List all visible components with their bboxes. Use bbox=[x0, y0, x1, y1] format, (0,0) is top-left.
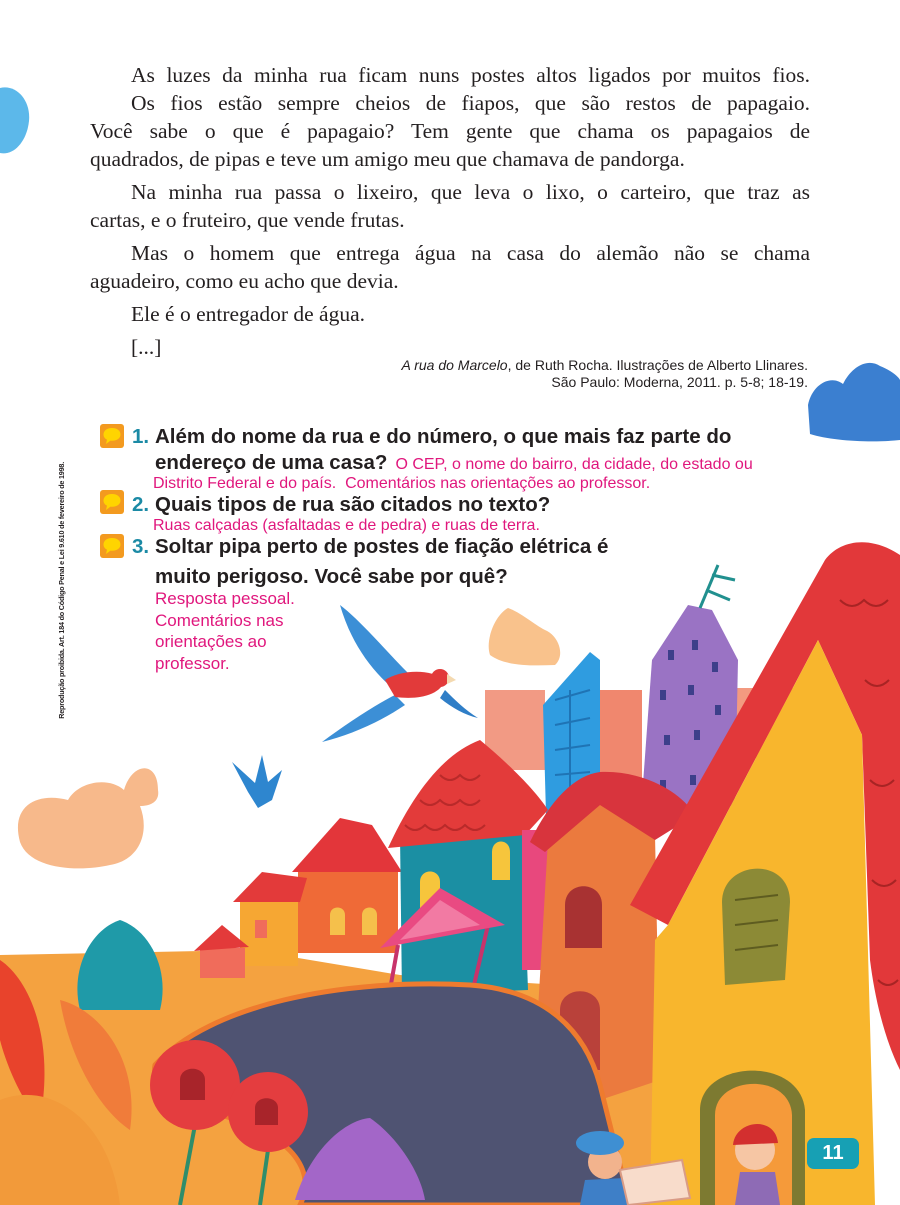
reading-excerpt bbox=[90, 61, 810, 366]
paragraph bbox=[90, 300, 810, 328]
answer-text: professor. bbox=[155, 653, 230, 673]
red-house-window bbox=[330, 908, 345, 936]
paragraph bbox=[90, 61, 810, 89]
answer-text: orientações ao bbox=[155, 632, 267, 651]
parrot bbox=[322, 605, 478, 742]
copyright-notice: Reprodução proibida. Art. 184 do Código Penal e Lei 9.610 de fevereiro de 1998. bbox=[57, 462, 66, 719]
teal-house-window bbox=[492, 842, 510, 881]
answer-text: O CEP, o nome do bairro, da cidade, do estado ou bbox=[395, 456, 753, 473]
text-line: As luzes da minha rua ficam nuns postes altos ligados por muitos fios. bbox=[131, 63, 810, 87]
text-line: Você sabe o que é papagaio? Tem gente que chama os papagaios de bbox=[90, 119, 810, 143]
question-text: endereço de uma casa? bbox=[155, 451, 388, 474]
peach-cloud bbox=[18, 768, 158, 868]
question-number: 3. bbox=[132, 535, 150, 558]
teal-bush bbox=[77, 920, 162, 1010]
flower-center bbox=[255, 1098, 278, 1125]
question-text: muito perigoso. Você sabe por quê? bbox=[155, 565, 508, 588]
paragraph bbox=[90, 239, 810, 295]
speech-bubble-icon bbox=[100, 534, 124, 558]
text-line: Os fios estão sempre cheios de fiapos, que são restos de papagaio. bbox=[131, 91, 810, 115]
red-house-window bbox=[362, 908, 377, 936]
small-house-roof bbox=[233, 872, 307, 902]
paragraph bbox=[90, 178, 810, 234]
tiny-house-wall bbox=[200, 948, 245, 978]
citation-authors: , de Ruth Rocha. Ilustrações de Alberto Llinares. bbox=[507, 357, 808, 373]
answer-text: Resposta pessoal. bbox=[155, 589, 295, 608]
citation-line: São Paulo: Moderna, 2011. p. 5-8; 18-19. bbox=[551, 374, 808, 390]
text-line: Mas o homem que entrega água na casa do alemão não se chama bbox=[131, 241, 810, 265]
question-text: Além do nome da rua e do número, o que mais faz parte do bbox=[155, 425, 732, 448]
speech-bubble-icon bbox=[100, 424, 124, 448]
speech-bubble-icon bbox=[100, 490, 124, 514]
question-text: Soltar pipa perto de postes de fiação elétrica é bbox=[155, 535, 609, 558]
flower-center bbox=[180, 1069, 205, 1100]
small-blue-bird bbox=[232, 755, 282, 808]
book-title: A rua do Marcelo bbox=[401, 357, 508, 373]
blue-paint-blob-top-left bbox=[0, 87, 29, 153]
page-number-badge: 11 bbox=[807, 1138, 859, 1169]
text-line: Na minha rua passa o lixeiro, que leva o lixo, o carteiro, que traz as bbox=[131, 180, 810, 204]
question-text: Quais tipos de rua são citados no texto? bbox=[155, 493, 551, 516]
question-line-with-answer bbox=[155, 451, 753, 475]
small-house-window bbox=[255, 920, 267, 938]
question-number: 1. bbox=[132, 425, 150, 448]
red-house-wall bbox=[298, 868, 398, 953]
answer-text: Ruas calçadas (asfaltadas e de pedra) e ruas de terra. bbox=[153, 517, 540, 534]
attic-window bbox=[722, 869, 790, 985]
antenna bbox=[700, 565, 735, 608]
paragraph bbox=[90, 89, 810, 173]
citation-line bbox=[402, 357, 809, 374]
answer-block bbox=[155, 588, 295, 674]
ellipsis: [...] bbox=[131, 335, 162, 359]
blue-hill-right bbox=[808, 363, 900, 441]
text-line: cartas, e o fruteiro, que vende frutas. bbox=[90, 208, 405, 232]
text-line: aguadeiro, como eu acho que devia. bbox=[90, 269, 399, 293]
red-house-roof bbox=[292, 818, 402, 872]
answer-text: Comentários nas bbox=[155, 610, 284, 630]
kite bbox=[489, 608, 560, 665]
question-number: 2. bbox=[132, 493, 150, 516]
source-citation bbox=[402, 357, 809, 391]
orange-house-window bbox=[565, 886, 602, 948]
text-line: Ele é o entregador de água. bbox=[131, 302, 365, 326]
answer-text: Distrito Federal e do país. Comentários nas orientações ao professor. bbox=[153, 475, 651, 492]
text-line: quadrados, de pipas e teve um amigo meu que chamava de pandorga. bbox=[90, 147, 685, 171]
small-house-wall bbox=[240, 898, 298, 966]
